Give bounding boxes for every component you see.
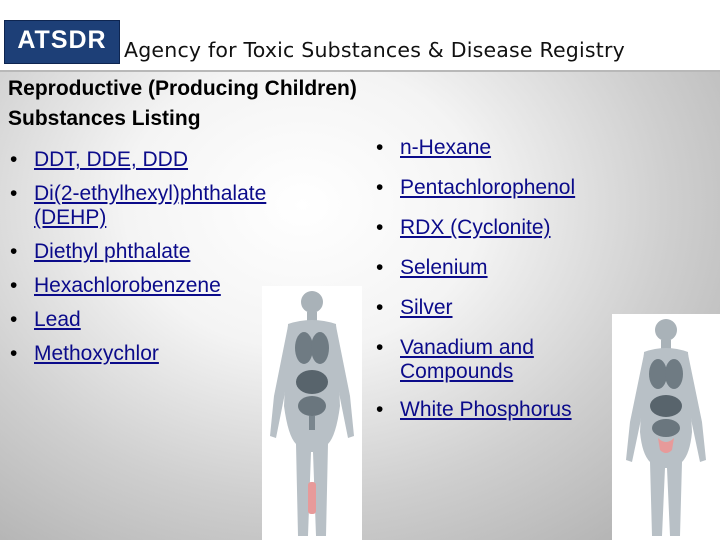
agency-name: Agency for Toxic Substances & Disease Registry [124,38,625,62]
header-banner [0,0,720,72]
bullet-icon: • [10,240,18,263]
title-line-1: Reproductive (Producing Children) [8,77,357,100]
list-item-link[interactable]: Hexachlorobenzene [34,274,221,297]
bullet-icon: • [376,296,384,319]
list-item[interactable] [6,274,336,298]
header-divider [0,70,720,72]
list-item[interactable] [372,256,632,280]
bullet-icon: • [376,256,384,279]
list-item[interactable] [6,182,336,230]
bullet-icon: • [10,308,18,331]
logo-text: ATSDR [17,26,107,54]
list-item-link[interactable]: DDT, DDE, DDD [34,148,189,171]
bullet-icon: • [10,342,18,365]
list-item-link[interactable]: RDX (Cyclonite) [400,216,551,239]
list-item-link[interactable]: Di(2-ethylhexyl)phthalate (DEHP) [34,182,267,229]
bullet-icon: • [376,136,384,159]
list-item[interactable] [372,136,632,160]
list-item-link[interactable]: n-Hexane [400,136,492,159]
bullet-icon: • [376,336,384,359]
list-item-link[interactable]: Diethyl phthalate [34,240,191,263]
list-item[interactable] [372,336,632,384]
list-item[interactable] [6,308,336,332]
list-item-link[interactable]: Lead [34,308,81,331]
list-item[interactable] [6,342,336,366]
list-item-link[interactable]: Vanadium and Compounds [400,336,534,383]
title-line-2: Substances Listing [8,107,201,130]
slide-title [8,74,468,134]
bullet-icon: • [10,274,18,297]
list-item[interactable] [6,148,336,172]
bullet-icon: • [10,182,18,205]
list-item[interactable] [372,216,632,240]
list-item[interactable] [6,240,336,264]
substance-list-right [372,136,632,438]
bullet-icon: • [376,176,384,199]
bullet-icon: • [376,216,384,239]
list-item-link[interactable]: Selenium [400,256,488,279]
list-item-link[interactable]: Silver [400,296,453,319]
list-item-link[interactable]: White Phosphorus [400,398,572,421]
list-item[interactable] [372,398,632,422]
atsdr-logo [4,20,120,64]
substance-list-left [6,148,336,376]
list-item[interactable] [372,176,632,200]
list-item-link[interactable]: Pentachlorophenol [400,176,576,199]
list-item-link[interactable]: Methoxychlor [34,342,159,365]
bullet-icon: • [376,398,384,421]
bullet-icon: • [10,148,18,171]
list-item[interactable] [372,296,632,320]
